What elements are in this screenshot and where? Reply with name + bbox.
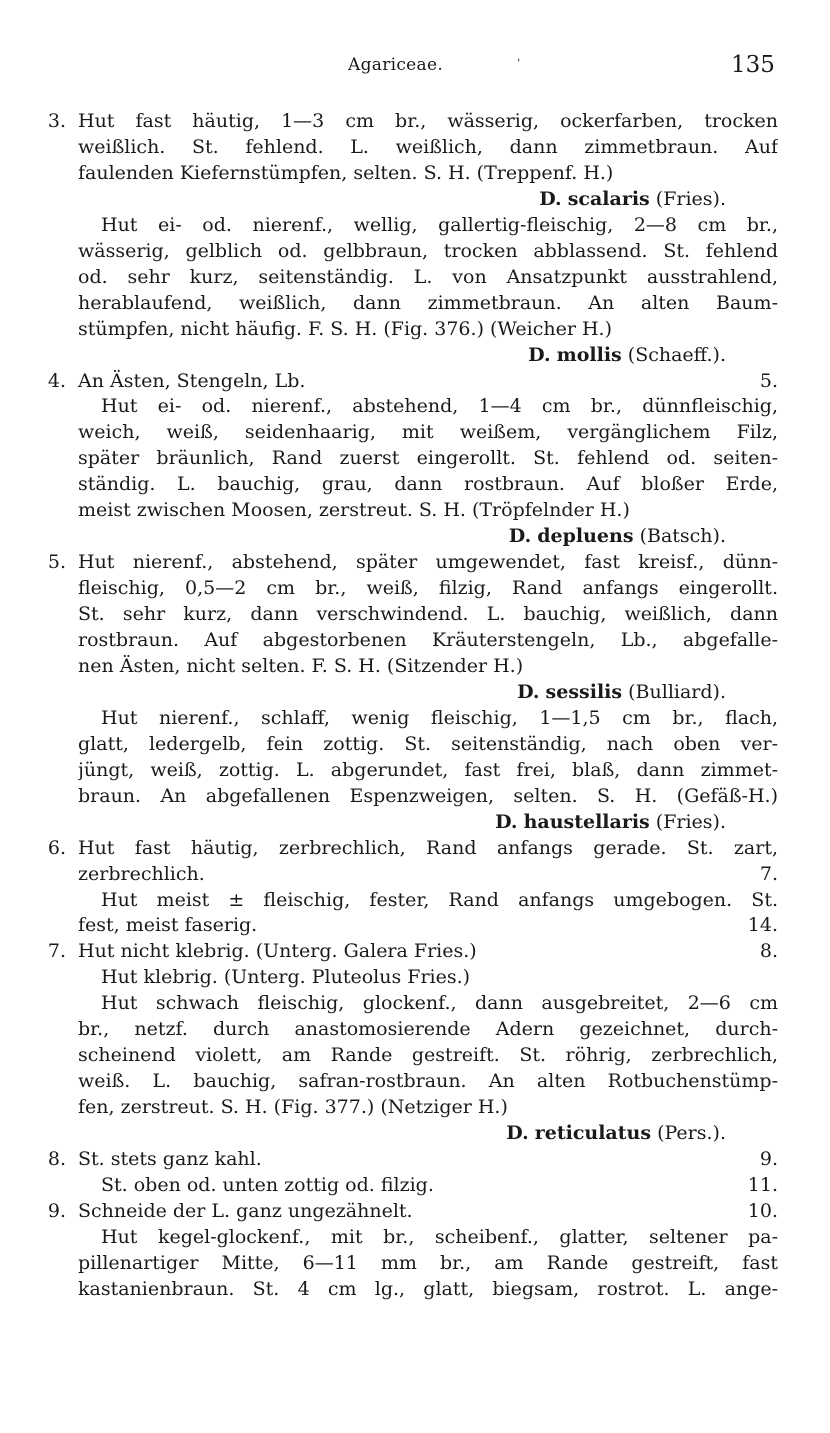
text-line bbox=[0, 835, 830, 861]
text-line bbox=[0, 290, 830, 316]
header-mark: ˈ bbox=[517, 57, 521, 71]
text-line bbox=[0, 1276, 830, 1302]
line-text: St. oben od. unten zottig od. filzig. bbox=[101, 1173, 434, 1196]
line-text: fleischig, 0,5—2 cm br., weiß, filzig, Rand anfangs eingerollt. bbox=[78, 577, 778, 600]
line-text: ständig. L. bauchig, grau, dann rostbraun. Auf bloßer Erde, bbox=[78, 473, 778, 496]
species-name bbox=[495, 809, 726, 835]
species-epithet: depluens bbox=[537, 525, 634, 548]
species-name bbox=[528, 342, 726, 368]
genus-abbrev: D. bbox=[539, 187, 562, 210]
line-text: St. stets ganz kahl. bbox=[78, 1148, 262, 1170]
lead-reference: 8. bbox=[759, 940, 778, 963]
species-line bbox=[0, 523, 830, 549]
couplet-number: 7. bbox=[47, 940, 66, 963]
line-text: St. sehr kurz, dann verschwindend. L. bauchig, weißlich, dann bbox=[78, 603, 778, 626]
line-text: od. sehr kurz, seitenständig. L. von Ansatzpunkt ausstrahlend, bbox=[78, 265, 778, 288]
text-line bbox=[0, 1224, 830, 1250]
text-line bbox=[0, 964, 830, 990]
species-epithet: reticulatus bbox=[534, 1122, 652, 1145]
line-text: braun. An abgefallenen Espenzweigen, selten. S. H. (Gefäß-H.) bbox=[78, 784, 778, 807]
species-epithet: sessilis bbox=[545, 680, 623, 703]
line-text: kastanienbraun. St. 4 cm lg., glatt, biegsam, rostrot. L. ange- bbox=[78, 1277, 778, 1300]
line-text: Hut nierenf., schlaff, wenig fleischig, 1—1,5 cm br., flach, bbox=[101, 706, 778, 729]
line-text: Hut fast häutig, zerbrechlich, Rand anfangs gerade. St. zart, bbox=[78, 836, 778, 859]
line-text: An Ästen, Stengeln, Lb. bbox=[78, 369, 306, 392]
text-line bbox=[0, 368, 830, 394]
species-author: (Fries). bbox=[655, 187, 726, 210]
text-line bbox=[0, 912, 830, 938]
text-line bbox=[0, 627, 830, 653]
text-line bbox=[0, 445, 830, 471]
text-line bbox=[0, 990, 830, 1016]
lead-reference: 10. bbox=[747, 1199, 778, 1222]
text-line bbox=[0, 1146, 830, 1172]
text-line bbox=[0, 601, 830, 627]
text-line bbox=[0, 264, 830, 290]
line-text: Hut klebrig. (Unterg. Pluteolus Fries.) bbox=[101, 966, 471, 989]
line-text: Hut nicht klebrig. (Unterg. Galera Fries.) bbox=[78, 940, 477, 963]
line-text: Hut nierenf., abstehend, später umgewendet, fast kreisf., dünn- bbox=[78, 551, 778, 574]
line-text: Hut fast häutig, 1—3 cm br., wässerig, ockerfarben, trocken bbox=[78, 110, 778, 132]
genus-abbrev: D. bbox=[528, 343, 551, 366]
text-line bbox=[0, 419, 830, 445]
line-text: stümpfen, nicht häufig. F. S. H. (Fig. 376.) (Weicher H.) bbox=[78, 317, 612, 340]
line-text: wässerig, gelblich od. gelbbraun, trocken abblassend. St. fehlend bbox=[78, 239, 778, 262]
lead-reference: 14. bbox=[747, 914, 778, 937]
couplet-number: 3. bbox=[47, 110, 66, 132]
page-number: 135 bbox=[731, 52, 775, 78]
text-line bbox=[0, 575, 830, 601]
species-epithet: mollis bbox=[556, 343, 622, 366]
species-name bbox=[509, 523, 726, 549]
species-epithet: scalaris bbox=[567, 187, 650, 210]
line-text: fen, zerstreut. S. H. (Fig. 377.) (Netziger H.) bbox=[78, 1096, 508, 1119]
text-line bbox=[0, 212, 830, 238]
species-epithet: haustellaris bbox=[523, 810, 650, 833]
text-line bbox=[0, 653, 830, 679]
lead-reference: 7. bbox=[759, 862, 778, 885]
species-author: (Fries). bbox=[655, 810, 726, 833]
lead-reference: 11. bbox=[747, 1173, 778, 1196]
text-line bbox=[0, 1172, 830, 1198]
lead-reference: 9. bbox=[759, 1148, 778, 1170]
line-text: weiß. L. bauchig, safran-rostbraun. An alten Rotbuchenstümp- bbox=[78, 1070, 778, 1093]
line-text: herablaufend, weißlich, dann zimmetbraun. An alten Baum- bbox=[78, 291, 778, 314]
genus-abbrev: D. bbox=[517, 680, 540, 703]
couplet-number: 4. bbox=[47, 369, 66, 392]
text-line bbox=[0, 108, 830, 134]
running-header-title: Agariceae. bbox=[348, 55, 444, 75]
species-author: (Pers.). bbox=[657, 1122, 726, 1145]
genus-abbrev: D. bbox=[506, 1122, 529, 1145]
species-line bbox=[0, 342, 830, 368]
line-text: weich, weiß, seidenhaarig, mit weißem, vergänglichem Filz, bbox=[78, 421, 778, 444]
lead-reference: 5. bbox=[759, 369, 778, 392]
text-line bbox=[0, 549, 830, 575]
couplet-number: 9. bbox=[47, 1199, 66, 1222]
text-line bbox=[0, 1198, 830, 1224]
species-author: (Schaeff.). bbox=[627, 343, 726, 366]
line-text: zerbrechlich. bbox=[78, 862, 205, 885]
line-text: faulenden Kiefernstümpfen, selten. S. H. (Treppenf. H.) bbox=[78, 161, 614, 184]
species-name bbox=[517, 679, 726, 705]
text-line bbox=[0, 757, 830, 783]
line-text: weißlich. St. fehlend. L. weißlich, dann zimmetbraun. Auf bbox=[78, 135, 778, 158]
species-line bbox=[0, 186, 830, 212]
text-line bbox=[0, 471, 830, 497]
line-text: jüngt, weiß, zottig. L. abgerundet, fast frei, blaß, dann zimmet- bbox=[78, 758, 778, 781]
text-line bbox=[0, 1250, 830, 1276]
text-line bbox=[0, 1042, 830, 1068]
line-text: nen Ästen, nicht selten. F. S. H. (Sitzender H.) bbox=[78, 654, 524, 677]
text-line bbox=[0, 134, 830, 160]
line-text: fest, meist faserig. bbox=[78, 914, 258, 937]
species-line bbox=[0, 809, 830, 835]
species-name bbox=[506, 1120, 726, 1146]
genus-abbrev: D. bbox=[495, 810, 518, 833]
text-line bbox=[0, 731, 830, 757]
line-text: br., netzf. durch anastomosierende Adern gezeichnet, durch- bbox=[78, 1018, 778, 1041]
text-line bbox=[0, 393, 830, 419]
text-line bbox=[0, 238, 830, 264]
line-text: Hut schwach fleischig, glockenf., dann ausgebreitet, 2—6 cm bbox=[101, 992, 778, 1015]
text-line bbox=[0, 497, 830, 523]
text-line bbox=[0, 1068, 830, 1094]
text-line bbox=[0, 861, 830, 887]
text-line bbox=[0, 160, 830, 186]
text-line bbox=[0, 783, 830, 809]
line-text: Hut ei- od. nierenf., wellig, gallertig-fleischig, 2—8 cm br., bbox=[101, 213, 778, 236]
line-text: Schneide der L. ganz ungezähnelt. bbox=[78, 1199, 413, 1222]
line-text: Hut meist ± fleischig, fester, Rand anfangs umgebogen. St. bbox=[101, 888, 778, 911]
line-text: pillenartiger Mitte, 6—11 mm br., am Rande gestreift, fast bbox=[78, 1251, 778, 1274]
line-text: meist zwischen Moosen, zerstreut. S. H. (Tröpfelnder H.) bbox=[78, 499, 630, 522]
species-line bbox=[0, 679, 830, 705]
species-author: (Batsch). bbox=[639, 525, 726, 548]
text-line bbox=[0, 887, 830, 913]
text-line bbox=[0, 705, 830, 731]
line-text: Hut ei- od. nierenf., abstehend, 1—4 cm br., dünnfleischig, bbox=[101, 395, 778, 418]
genus-abbrev: D. bbox=[508, 525, 532, 548]
couplet-number: 5. bbox=[47, 551, 66, 574]
text-line bbox=[0, 1094, 830, 1120]
line-text: scheinend violett, am Rande gestreift. St. röhrig, zerbrechlich, bbox=[78, 1044, 778, 1067]
couplet-number: 8. bbox=[47, 1148, 66, 1170]
couplet-number: 6. bbox=[47, 836, 66, 859]
line-text: Hut kegel-glockenf., mit br., scheibenf., glatter, seltener pa- bbox=[101, 1225, 778, 1248]
line-text: später bräunlich, Rand zuerst eingerollt. St. fehlend od. seiten- bbox=[78, 447, 778, 470]
species-line bbox=[0, 1120, 830, 1146]
line-text: rostbraun. Auf abgestorbenen Kräuterstengeln, Lb., abgefalle- bbox=[78, 629, 778, 651]
species-author: (Bulliard). bbox=[628, 680, 726, 703]
species-name bbox=[539, 186, 726, 212]
text-line bbox=[0, 1016, 830, 1042]
line-text: glatt, ledergelb, fein zottig. St. seitenständig, nach oben ver- bbox=[78, 732, 778, 755]
text-line bbox=[0, 938, 830, 964]
text-line bbox=[0, 316, 830, 342]
